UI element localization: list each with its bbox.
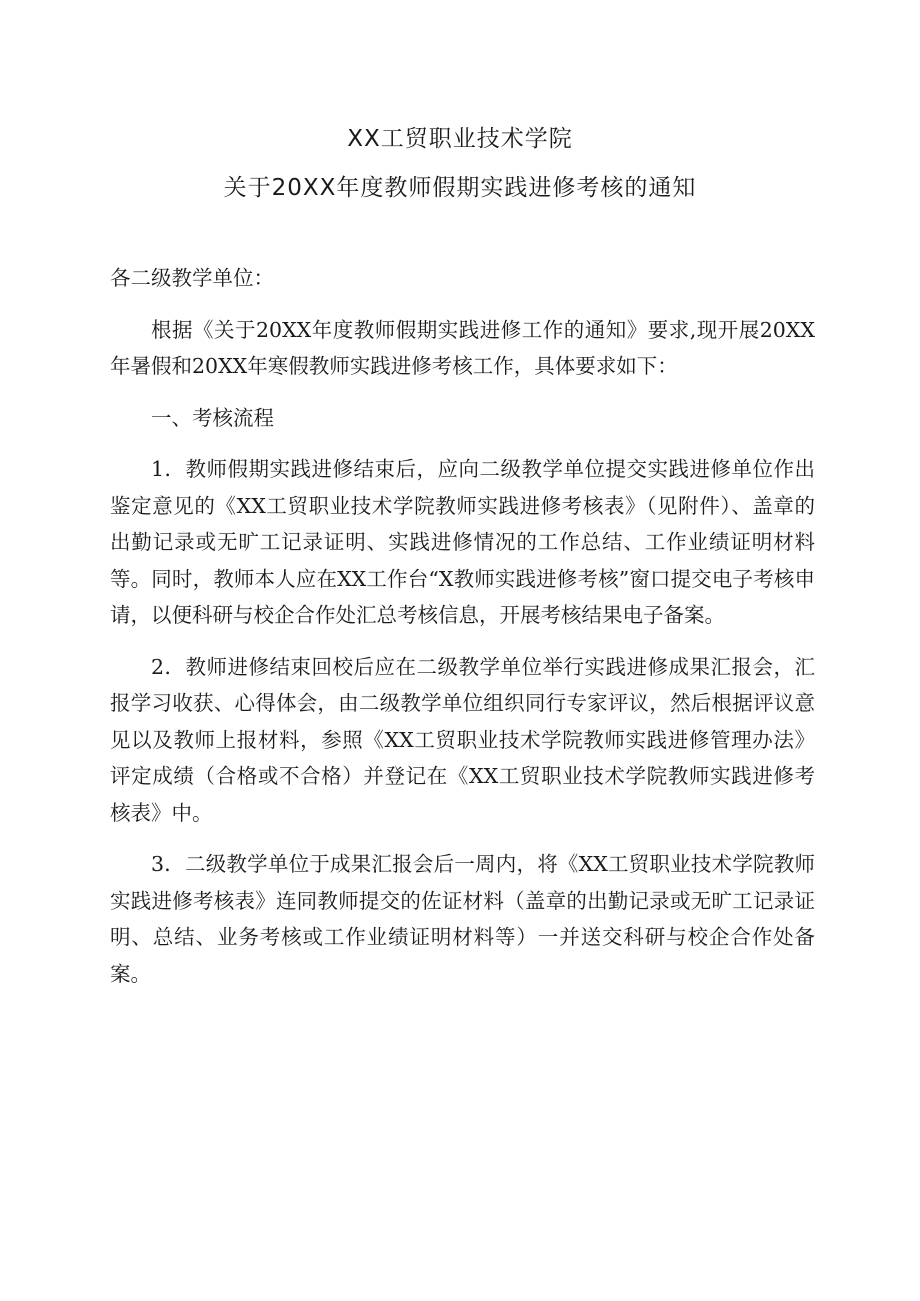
document-title-institution: XX工贸职业技术学院 (347, 126, 573, 152)
document-title-notice: 关于20XX年度教师假期实践进修考核的通知 (223, 175, 697, 201)
intro-paragraph: 根据《关于20XX年度教师假期实践进修工作的通知》要求,现开展20XX年暑假和20XX年寒假教师实践进修考核工作，具体要求如下： (110, 317, 815, 378)
document-body (110, 260, 815, 1007)
section-heading-assessment-process: 一、考核流程 (151, 405, 274, 430)
salutation: 各二级教学单位： (110, 266, 274, 290)
list-item-2: 2．教师进修结束回校后应在二级教学单位举行实践进修成果汇报会，汇报学习收获、心得体会，由二级教学单位组织同行专家评议，然后根据评议意见以及教师上报材料，参照《XX工贸职业技术学院教师实践进修管理办法》评定成绩（合格或不合格）并登记在《XX工贸职业技术学院教师实践进修考核表》中。 (110, 654, 815, 825)
list-item-1: 1．教师假期实践进修结束后，应向二级教学单位提交实践进修单位作出鉴定意见的《XX工贸职业技术学院教师实践进修考核表》（见附件）、盖章的出勤记录或无旷工记录证明、实践进修情况的工作总结、工作业绩证明材料等。同时，教师本人应在XX工作台“X教师实践进修考核”窗口提交电子考核申请，以便科研与校企合作处汇总考核信息，开展考核结果电子备案。 (110, 457, 815, 627)
list-item-3: 3．二级教学单位于成果汇报会后一周内，将《XX工贸职业技术学院教师实践进修考核表》连同教师提交的佐证材料（盖章的出勤记录或无旷工记录证明、总结、业务考核或工作业绩证明材料等）一并送交科研与校企合作处备案。 (110, 852, 815, 986)
